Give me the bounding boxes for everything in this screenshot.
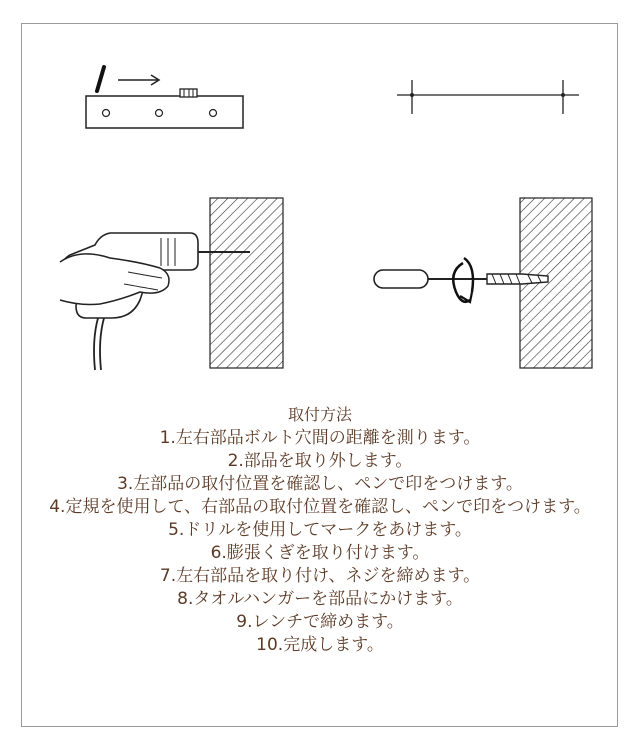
screwdriver-figure bbox=[374, 198, 592, 368]
instruction-step: 10.完成します。 bbox=[256, 635, 384, 655]
instruction-step: 4.定規を使用して、右部品の取付位置を確認し、ペンで印をつけます。 bbox=[49, 497, 591, 517]
marked-line-figure bbox=[397, 80, 579, 114]
instruction-step: 2.部品を取り外します。 bbox=[227, 451, 413, 471]
drill-figure bbox=[60, 198, 283, 370]
instruction-step: 3.左部品の取付位置を確認し、ペンで印をつけます。 bbox=[117, 474, 523, 494]
instruction-step: 1.左右部品ボルト穴間の距離を測ります。 bbox=[159, 428, 481, 448]
drill-cord bbox=[94, 318, 98, 370]
bracket-figure bbox=[86, 67, 243, 128]
instruction-step: 7.左右部品を取り付け、ネジを締めます。 bbox=[159, 566, 481, 586]
arrow-right-icon bbox=[118, 75, 159, 85]
instruction-step: 8.タオルハンガーを部品にかけます。 bbox=[177, 589, 463, 609]
instruction-step: 6.膨張くぎを取り付けます。 bbox=[210, 543, 430, 563]
instructions-title: 取付方法 bbox=[287, 405, 352, 424]
instruction-step: 9.レンチで締めます。 bbox=[236, 612, 404, 632]
wall-hatched bbox=[210, 198, 283, 368]
screwdriver-handle bbox=[374, 270, 428, 288]
pen-icon bbox=[97, 67, 104, 91]
instruction-steps bbox=[0, 403, 640, 657]
instruction-step: 5.ドリルを使用してマークをあけます。 bbox=[168, 520, 472, 540]
